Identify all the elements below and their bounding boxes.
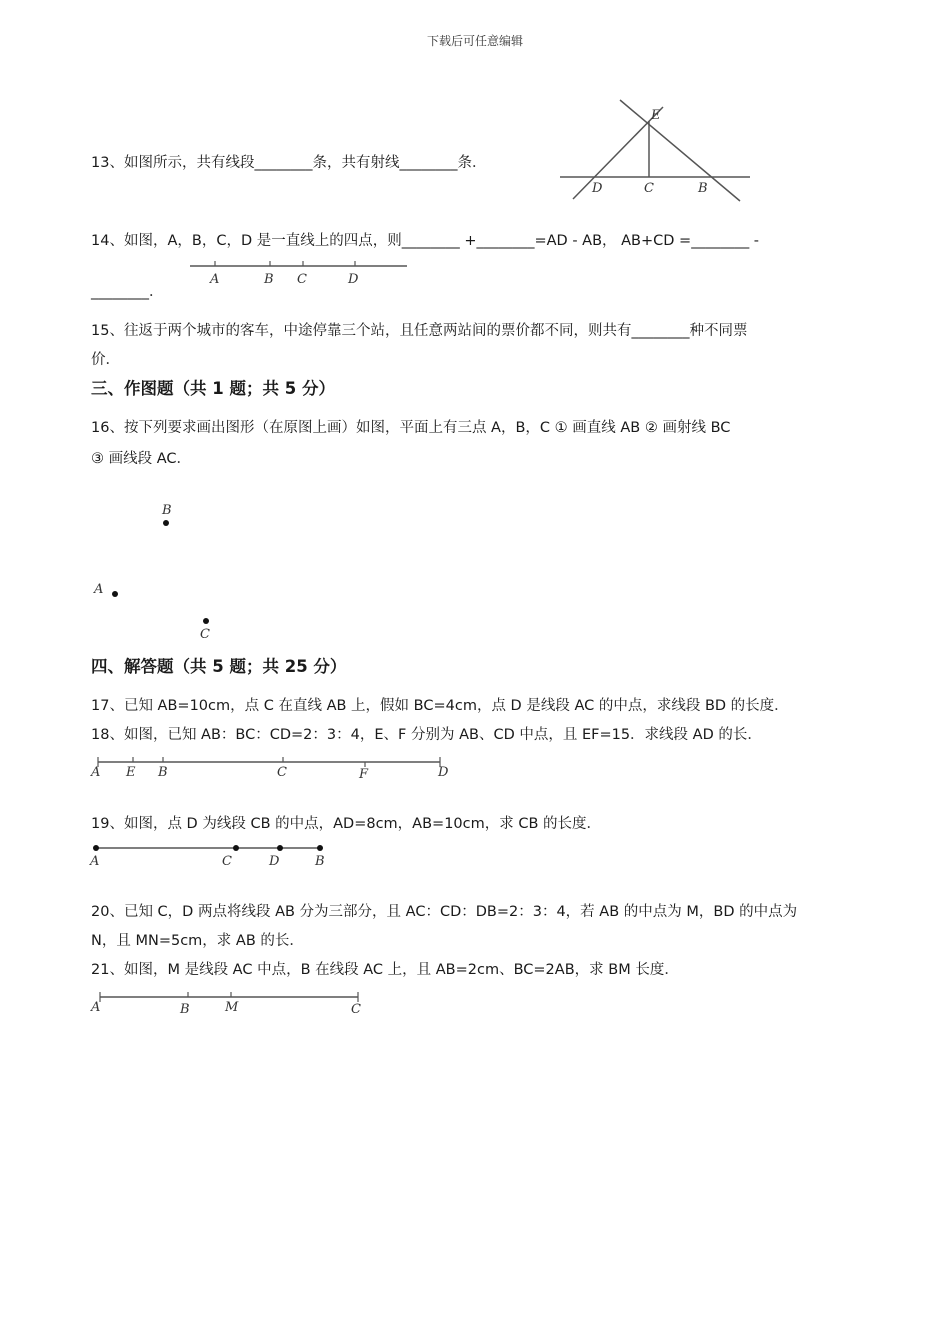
question-15-line2: 价． <box>91 352 120 368</box>
label-b: B <box>162 503 172 518</box>
point-a <box>93 845 99 851</box>
label-c: C <box>644 181 654 196</box>
label-d: D <box>269 854 280 869</box>
label-e: E <box>126 765 136 780</box>
question-20-line2: N，且 MN=5cm，求 AB 的长． <box>91 933 304 949</box>
question-14-line2: ________． <box>91 284 164 300</box>
label-m: M <box>225 1000 239 1015</box>
label-c: C <box>200 627 210 642</box>
label-a: A <box>90 854 100 869</box>
label-a: A <box>94 582 104 597</box>
line-e-b <box>620 100 740 201</box>
question-21: 21、如图，M 是线段 AC 中点，B 在线段 AC 上，且 AB=2cm、BC=2AB，求 BM 长度． <box>91 962 679 978</box>
point-d <box>277 845 283 851</box>
label-a: A <box>91 765 101 780</box>
label-b: B <box>264 272 274 287</box>
label-c: C <box>277 765 287 780</box>
label-b: B <box>180 1002 190 1017</box>
label-d: D <box>348 272 359 287</box>
question-17: 17、已知 AB=10cm，点 C 在直线 AB 上，假如 BC=4cm，点 D 是线段 AC 的中点，求线段 BD 的长度． <box>91 698 789 714</box>
question-16-line2: ③ 画线段 AC． <box>91 451 192 467</box>
label-b: B <box>315 854 325 869</box>
question-18: 18、如图，已知 AB：BC：CD=2：3：4，E、F 分别为 AB、CD 中点，且 EF=15．求线段 AD 的长． <box>91 727 762 743</box>
label-b: B <box>158 765 168 780</box>
point-c <box>233 845 239 851</box>
label-f: F <box>359 767 369 782</box>
label-e: E <box>651 108 661 123</box>
question-19: 19、如图，点 D 为线段 CB 的中点，AD=8cm，AB=10cm，求 CB 的长度． <box>91 816 602 832</box>
section-3-title: 三、作图题（共 1 题；共 5 分） <box>91 379 335 398</box>
label-b: B <box>698 181 708 196</box>
label-c: C <box>222 854 232 869</box>
figure-q14 <box>185 258 415 290</box>
question-15-line1: 15、往返于两个城市的客车，中途停靠三个站，且任意两站间的票价都不同，则共有________种不同票 <box>91 323 748 339</box>
label-c: C <box>297 272 307 287</box>
label-d: D <box>438 765 449 780</box>
question-13: 13、如图所示，共有线段________条，共有射线________条． <box>91 155 487 171</box>
figure-q18 <box>88 755 458 783</box>
question-14-line1: 14、如图，A，B，C，D 是一直线上的四点，则________ +________=AD - AB， AB+CD =________ - <box>91 233 760 249</box>
label-a: A <box>91 1000 101 1015</box>
point-c <box>203 618 209 624</box>
point-a <box>112 591 118 597</box>
point-b <box>317 845 323 851</box>
figure-q16 <box>90 495 230 645</box>
question-16-line1: 16、按下列要求画出图形（在原图上画）如图，平面上有三点 A，B，C ① 画直线 AB ② 画射线 BC <box>91 420 731 436</box>
figure-q21 <box>88 990 378 1020</box>
label-d: D <box>592 181 603 196</box>
section-4-title: 四、解答题（共 5 题；共 25 分） <box>91 657 347 676</box>
point-b <box>163 520 169 526</box>
label-c: C <box>351 1002 361 1017</box>
label-a: A <box>210 272 220 287</box>
question-20-line1: 20、已知 C，D 两点将线段 AB 分为三部分，且 AC：CD：DB=2：3：4，若 AB 的中点为 M，BD 的中点为 <box>91 904 798 920</box>
figure-q19 <box>88 840 338 872</box>
page-header: 下载后可任意编辑 <box>426 34 523 48</box>
figure-q13 <box>555 95 755 205</box>
